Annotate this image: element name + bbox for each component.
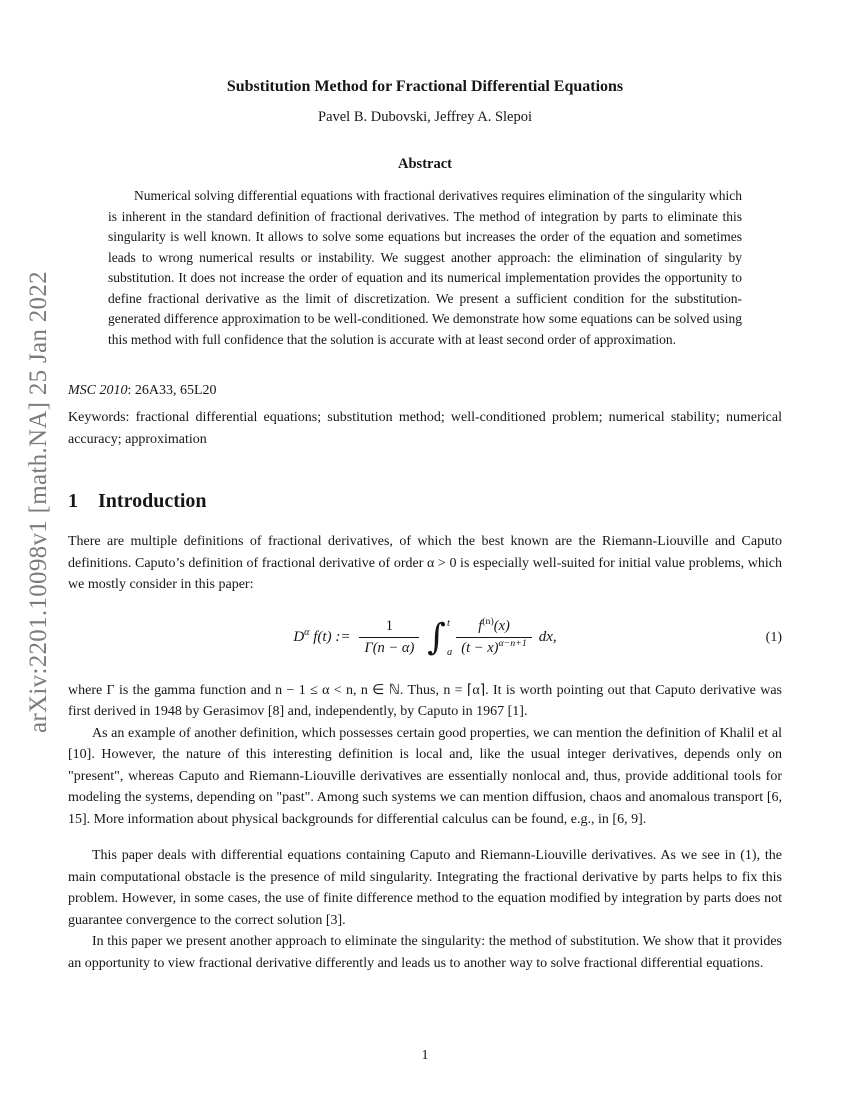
- equation-body: [293, 610, 556, 666]
- integral-upper-limit: t: [447, 617, 450, 629]
- section-heading-introduction: [68, 490, 782, 513]
- paper-title: Substitution Method for Fractional Differential Equations: [226, 78, 624, 95]
- equation-d-operator: D: [293, 629, 305, 645]
- integrand-numerator: [456, 618, 531, 638]
- msc-value: : 26A33, 65L20: [127, 383, 217, 398]
- equation-function-term: f(t) :=: [313, 629, 351, 645]
- integrand-f: f: [478, 618, 483, 634]
- integral-limits: [447, 616, 452, 660]
- page-number: 1: [421, 1048, 429, 1063]
- msc-label: MSC 2010: [68, 383, 128, 398]
- integrand-kernel-exponent: α−n+1: [498, 638, 527, 650]
- arxiv-watermark: arXiv:2201.10098v1 [math.NA] 25 Jan 2022: [25, 271, 52, 733]
- integrand-fraction: [456, 618, 531, 657]
- section-number: 1: [68, 490, 78, 512]
- abstract-text: Numerical solving differential equations with fractional derivatives requires elimination of the singularity which is inherent in the standard definition of fractional derivatives. The method of integration by parts to eliminate this singularity is well known. It allows to solve some equations but increases the order of the equation and sometimes leads to wrong numerical results or instability. We suggest another approach: the elimination of singularity by substitution. It does not increase the order of equation and its numerical implementation provides the opportunity to define fractional derivative as the limit of discretization. We present a sufficient condition for the substitution-generated difference approximation to be well-conditioned. We demonstrate how some equations can be solved using this method with full confidence that the solution is accurate with at least second order of approximation.: [108, 188, 742, 347]
- keywords-line: Keywords: fractional differential equations; substitution method; well-conditioned problem; numerical stability; numerical accuracy; approximation: [68, 410, 782, 447]
- intro-paragraph-2: where Γ is the gamma function and n − 1 ≤ α < n, n ∈ ℕ. Thus, n = ⌈α⌉. It is worth pointing out that Caputo derivative was first derived in 1948 by Gerasimov [8] and, independently, by Caputo in 1967 [1].: [68, 682, 782, 719]
- integral-lower-limit: a: [447, 646, 453, 658]
- section-title: Introduction: [98, 490, 207, 512]
- equation-dx: dx,: [538, 629, 557, 645]
- paper-authors: Pavel B. Dubovski, Jeffrey A. Slepoi: [318, 109, 532, 125]
- gamma-fraction-numerator: 1: [359, 618, 419, 638]
- integrand-derivative-order: (n): [482, 616, 494, 628]
- gamma-fraction-denominator: Γ(n − α): [364, 640, 415, 656]
- integrand-kernel-base: (t − x): [461, 640, 499, 656]
- integrand-argument: (x): [493, 618, 510, 634]
- equation-lhs: [293, 629, 350, 646]
- paper-content: [68, 78, 782, 974]
- intro-paragraph-5: In this paper we present another approach to eliminate the singularity: the method of substitution. We show that it provides an opportunity to view fractional derivative differently and leads us to another way to solve fractional differential equations.: [68, 934, 782, 971]
- integral: [427, 616, 452, 660]
- intro-paragraph-4: This paper deals with differential equations containing Caputo and Riemann-Liouville derivatives. As we see in (1), the main computational obstacle is the presence of mild singularity. Integrating the fractional derivative by parts helps to fix this problem. However, in some cases, the use of finite difference method to the equation modified by integration by parts does not guarantee convergence to the correct solution [3].: [68, 848, 782, 928]
- equation-alpha-exponent: α: [304, 627, 310, 638]
- equation-number: (1): [765, 629, 782, 645]
- integrand-denominator: [456, 638, 531, 657]
- equation-1: [68, 610, 782, 666]
- intro-paragraph-1: There are multiple definitions of fractional derivatives, of which the best known are the Riemann-Liouville and Caputo definitions. Caputo’s definition of fractional derivative of order α > 0 is especially well-suited for initial value problems, which we mostly consider in this paper:: [68, 534, 782, 592]
- msc-line: [68, 380, 782, 401]
- abstract-heading: Abstract: [398, 156, 452, 172]
- gamma-fraction: [359, 618, 419, 657]
- intro-paragraph-3: As an example of another definition, which possesses certain good properties, we can mention the definition of Khalil et al [10]. However, the nature of this interesting definition is local and, like the usual integer derivatives, depends only on "present", whereas Caputo and Riemann-Liouville derivatives are essentially nonlocal and, thus, provide additional tools for modeling the systems, depending on "past". Among such systems we can mention diffusion, chaos and anomalous transport [6, 15]. More information about physical backgrounds for differential calculus can be found, e.g., in [6, 9].: [68, 725, 782, 827]
- integral-sign: ∫: [427, 616, 447, 658]
